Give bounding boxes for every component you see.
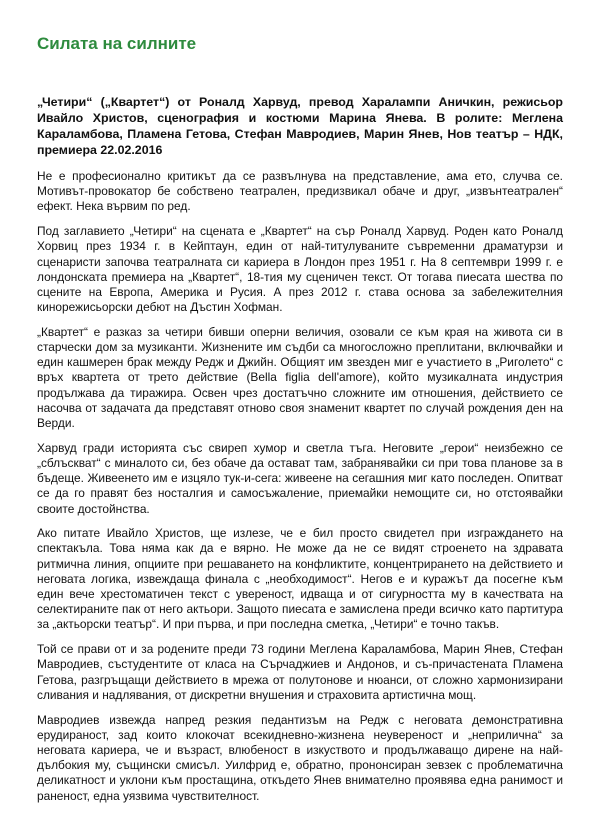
paragraph-2: Под заглавието „Четири“ на сцената е „Квартет“ на сър Роналд Харвуд. Роден като Роналд Хорвиц през 1934 г. в Кейптаун, един от най-титулуваните съвременни драматурзи и сценаристи започва театралната си кариера в Лондон през 1951 г. На 8 септември 1999 г. е лондонската премиера на „Квартет“, 18-тия му сценичен текст. От тогава пиесата шества по сцените на Европа, Америка и Русия. А през 2012 г. става основа за забележителния кинорежисьорски дебют на Дъстин Хофман. [37, 224, 563, 315]
paragraph-6: Той се прави от и за родените преди 73 години Меглена Караламбова, Марин Янев, Стефан Мавродиев, състудентите от класа на Сърчаджиев и Андонов, и съ-причастената Пламена Гетова, разгръщащи действието в мрежа от полутонове и нюанси, от сложно хармонизирани сливания и надлявания, от дискретни внушения и страховита артистична мощ. [37, 642, 563, 702]
paragraph-4: Харвуд гради историята със свиреп хумор и светла тъга. Неговите „герои“ неизбежно се „сблъскват“ с миналото си, без обаче да остават там, забранявайки си при това планове за в бъдеще. Живеенето им е изцяло тук-и-сега: живеене на сегашния миг като последен. Опитват се да го правят без носталгия и самосъжаление, приемайки немощите си, но отстоявайки своите достойнства. [37, 440, 563, 516]
paragraph-5: Ако питате Ивайло Христов, ще излезе, че е бил просто свидетел при изграждането на спектакъла. Това няма как да е вярно. Не може да не се видят строенето на здравата ритмична линия, опциите при решаването на конфликтите, концентрирането на действието и неговата логика, извеждаща финала с „необходимост“. Негов е и куражът да посегне към един вече хрестоматичен текст с увереност, идваща и от сигурността му в качествата на селектираните пак от него актьори. Защото пиесата е замислена преди всичко като партитура за „актьорски театър“. И при първа, и при последна сметка, „Четири“ е точно такъв. [37, 526, 563, 632]
paragraph-3: „Квартет“ е разказ за четири бивши оперни величия, озовали се към края на живота си в старчески дом за музиканти. Жизнените им съдби са многосложно преплитани, включвайки и един кашмерен брак между Редж и Джийн. Общият им звезден миг е участието в „Риголето“ с връх квартета от трето действие (Bella figlia dell'amore), който музикалната индустрия продължава да тиражира. Освен чрез достатъчно сложните им отношения, действието се насочва от задачата да представят отново своя знаменит квартет по случай рождения ден на Верди. [37, 324, 563, 431]
paragraph-7: Мавродиев извежда напред резкия педантизъм на Редж с неговата демонстративна ерудираност, зад които клокочат всекидневно-жизнена неувереност и „неприлична“ за неговата кариера, че и възраст, влюбеност в изкуството и продължаващо дирене на най-дълбокия му, същински смисъл. Уилфрид е, обратно, прононсиран зевзек с проблематична деликатност и уклони към простащина, откъдето Янев внимателно проявява една ранимост и раненост, една уязвима чувствителност. [37, 712, 563, 803]
article-body [37, 169, 563, 813]
article-lead: „Четири“ („Квартет“) от Роналд Харвуд, превод Харалампи Аничкин, режисьор Ивайло Христов, сценография и костюми Марина Янева. В ролите: Меглена Караламбова, Пламена Гетова, Стефан Мавродиев, Марин Янев, Нов театър – НДК, премиера 22.02.2016 [37, 95, 563, 157]
paragraph-1: Не е професионално критикът да се развълнува на представление, ама ето, случва се. Мотивът-провокатор бе собствено театрален, предизвикал обаче и друг, „извънтеатрален“ ефект. Нека вървим по ред. [37, 169, 563, 214]
article-title: Силата на силните [37, 34, 197, 53]
